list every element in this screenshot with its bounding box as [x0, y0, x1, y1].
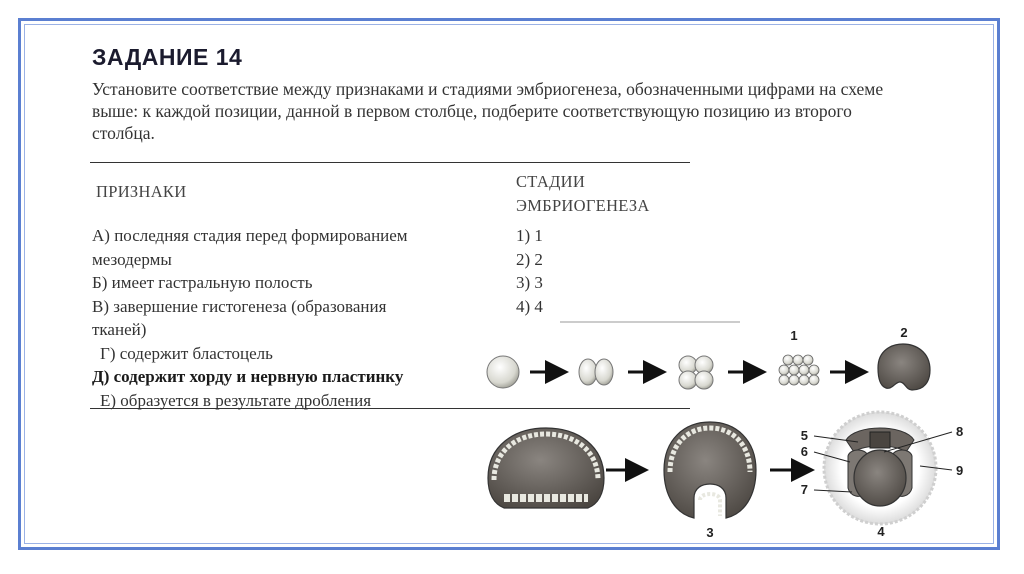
stage-option-1: 1) 1 — [516, 226, 543, 245]
part-label-6: 6 — [800, 444, 808, 459]
morula-icon — [779, 355, 819, 385]
feature-v-line1: В) завершение гистогенеза (образования — [92, 296, 387, 316]
stages-header-line1: СТАДИИ — [516, 172, 586, 191]
neurula-icon — [824, 412, 936, 524]
stage-label-3: 3 — [706, 525, 714, 540]
feature-d: Д) содержит хорду и нервную пластинку — [92, 367, 404, 386]
part-label-7: 7 — [800, 482, 808, 497]
stage-label-2: 2 — [900, 325, 908, 340]
stages-header-line2: ЭМБРИОГЕНЕЗА — [516, 196, 650, 215]
stage-label-4: 4 — [877, 524, 885, 539]
zygote-icon — [487, 356, 519, 388]
part-label-8: 8 — [956, 424, 964, 439]
feature-a-line2: мезодермы — [92, 249, 172, 269]
stage-option-4: 4) 4 — [516, 296, 543, 316]
stage-label-1: 1 — [790, 328, 798, 343]
feature-e: Е) образуется в результате дробления — [100, 390, 372, 410]
feature-g: Г) содержит бластоцель — [100, 343, 273, 363]
feature-b: Б) имеет гастральную полость — [92, 273, 313, 292]
feature-v-line2: тканей) — [92, 320, 147, 339]
part-label-5: 5 — [800, 428, 808, 443]
task-instruction: Установите соответствие между признаками и стадиями эмбриогенеза, обозначенными цифрами на схеме выше: к каждой позиции, данной в первом столбце, подберите соответствующую позицию из второго столбца. — [92, 79, 884, 143]
gastrula-icon — [664, 422, 756, 518]
features-header: ПРИЗНАКИ — [96, 182, 187, 201]
blastula-icon — [878, 344, 930, 390]
task-title: ЗАДАНИЕ 14 — [92, 44, 243, 70]
early-gastrula-icon — [488, 428, 604, 508]
part-label-9: 9 — [956, 463, 964, 478]
two-cell-stage-icon — [579, 359, 613, 385]
feature-a-line1: А) последняя стадия перед формированием — [92, 226, 408, 245]
stage-option-2: 2) 2 — [516, 249, 543, 269]
four-cell-stage-icon — [679, 356, 713, 389]
stage-option-3: 3) 3 — [516, 273, 543, 292]
